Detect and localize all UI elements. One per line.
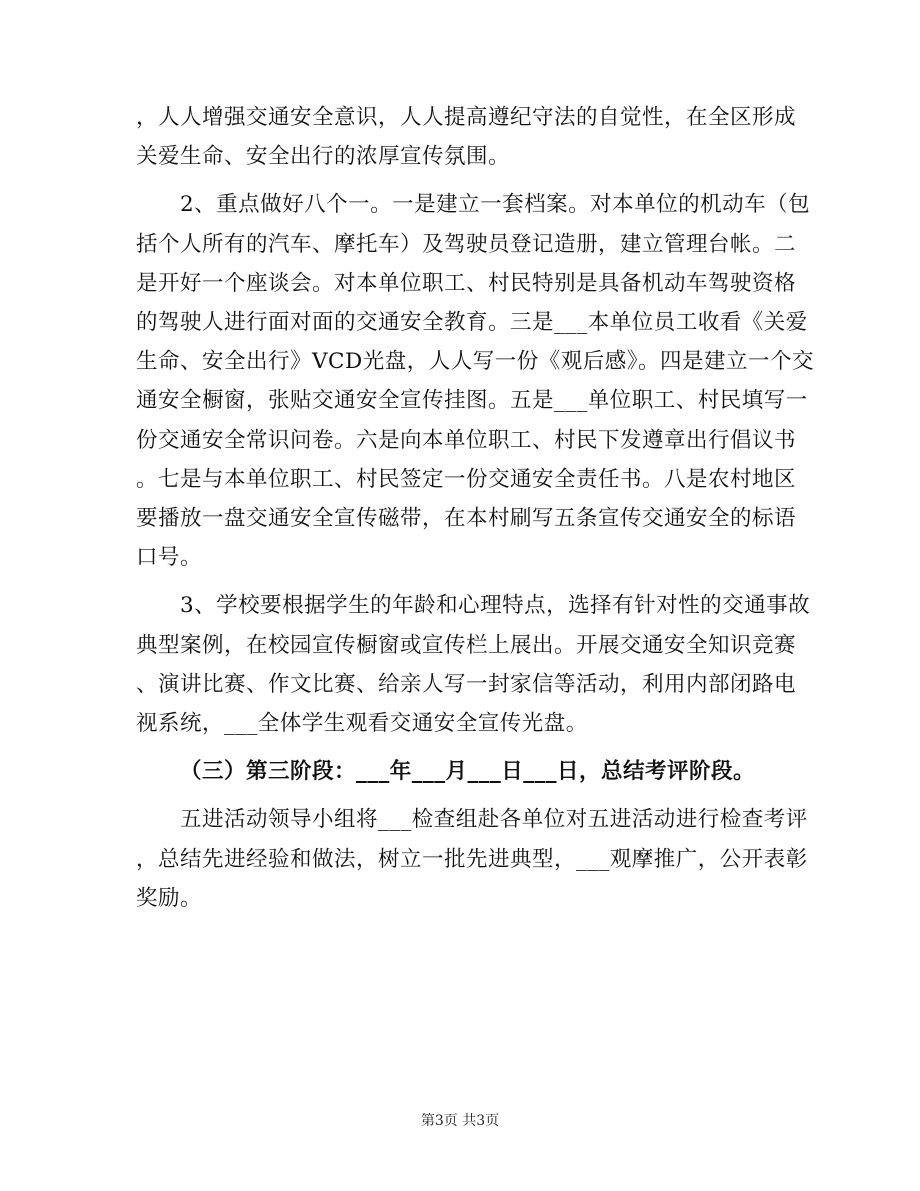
text-line: 奖励。: [136, 885, 203, 911]
text-line: 括个人所有的汽车、摩托车）及驾驶员登记造册，建立管理台帐。二: [136, 231, 797, 257]
text-line: 2、重点做好八个一。一是建立一套档案。对本单位的机动车（包: [180, 192, 811, 218]
text-line: ，总结先进经验和做法，树立一批先进典型，___观摩推广，公开表彰: [136, 846, 808, 872]
text-line: 视系统，___全体学生观看交通安全宣传光盘。: [136, 711, 588, 737]
text-line: 是开好一个座谈会。对本单位职工、村民特别是具备机动车驾驶资格: [136, 270, 797, 296]
text-line: 口号。: [136, 545, 203, 571]
text-line: 要播放一盘交通安全宣传磁带，在本村刷写五条宣传交通安全的标语: [136, 506, 797, 532]
text-line: 、演讲比赛、作文比赛、给亲人写一封家信等活动，利用内部闭路电: [136, 671, 797, 697]
text-line: ，人人增强交通安全意识，人人提高遵纪守法的自觉性，在全区形成: [136, 105, 797, 130]
paragraph-item-2: [136, 185, 814, 577]
text-line: 关爱生命、安全出行的浓厚宣传氛围。: [136, 144, 511, 170]
text-line: 。七是与本单位职工、村民签定一份交通安全责任书。八是农村地区: [136, 466, 797, 492]
text-line: 典型案例，在校园宣传橱窗或宣传栏上展出。开展交通安全知识竞赛: [136, 632, 797, 658]
text-line: 通安全橱窗，张贴交通安全宣传挂图。五是___单位职工、村民填写一: [136, 388, 808, 414]
text-line: 的驾驶人进行面对面的交通安全教育。三是___本单位员工收看《关爱: [136, 310, 808, 336]
paragraph-phase-3-body: [136, 800, 808, 918]
text-line: （三）第三阶段：___年___月___日___日，总结考评阶段。: [180, 759, 756, 785]
paragraph-continuation: [136, 98, 797, 176]
paragraph-item-3: [136, 586, 811, 743]
page-footer: 第3页 共3页: [420, 1113, 500, 1129]
section-heading-phase-3: [136, 752, 786, 791]
text-line: 3、学校要根据学生的年龄和心理特点，选择有针对性的交通事故: [180, 593, 811, 619]
document-body: [136, 98, 814, 918]
text-line: 五进活动领导小组将___检查组赴各单位对五进活动进行检查考评: [180, 807, 808, 833]
text-line: 生命、安全出行》VCD光盘，人人写一份《观后感》。四是建立一个交: [136, 349, 814, 375]
text-line: 份交通安全常识问卷。六是向本单位职工、村民下发遵章出行倡议书: [136, 427, 797, 453]
